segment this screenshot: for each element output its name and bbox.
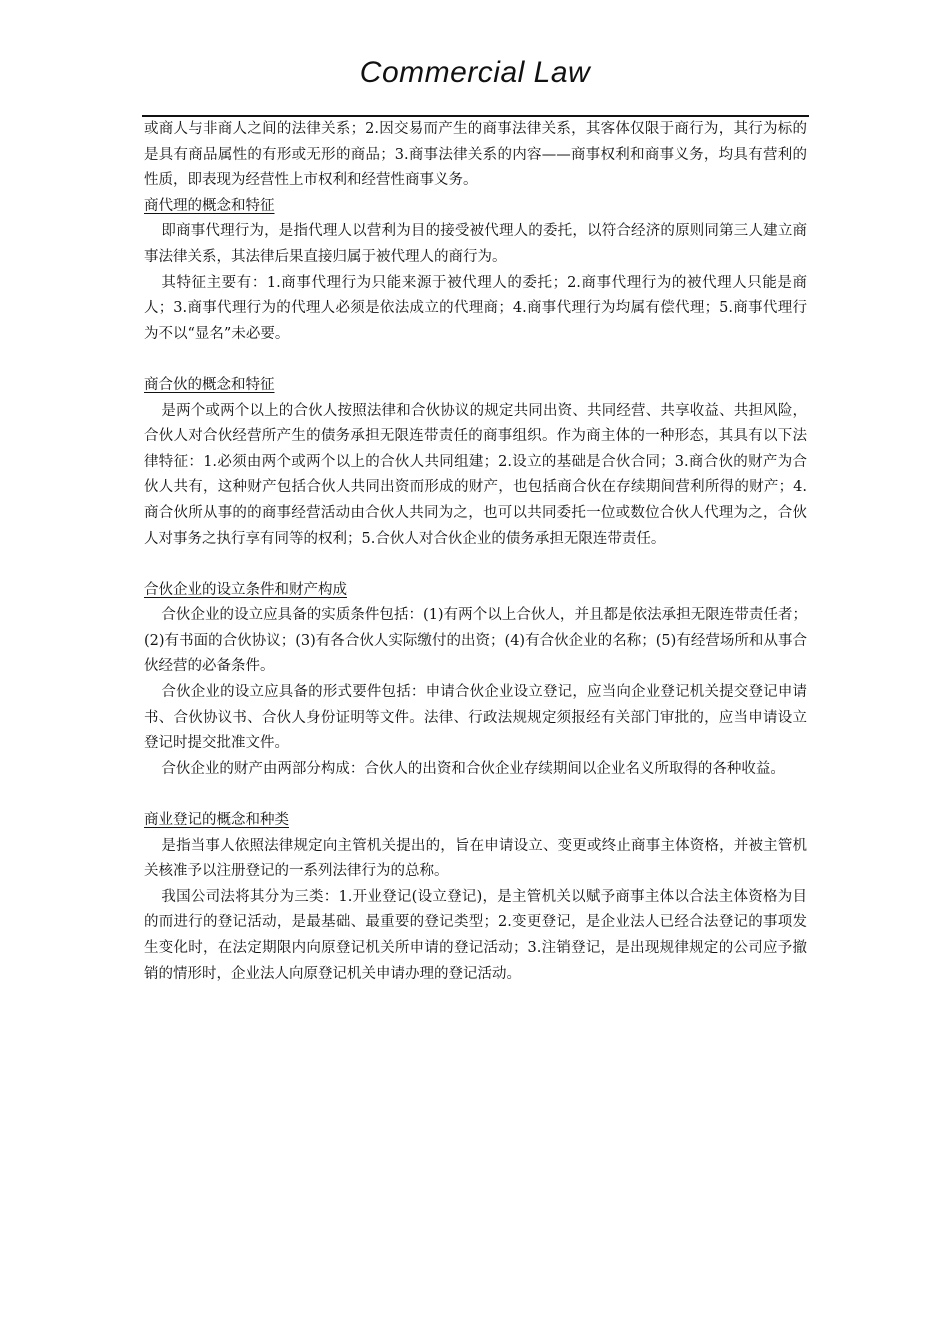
establishment-substantive-paragraph: 合伙企业的设立应具备的实质条件包括：(1)有两个以上合伙人，并且都是依法承担无限连带责任者；(2)有书面的合伙协议；(3)有各合伙人实际缴付的出资；(4)有合伙企业的名称；(5)有经营场所和从事合伙经营的必备条件。: [144, 607, 807, 675]
document-body: [144, 117, 807, 987]
section-heading-agency: 商代理的概念和特征: [144, 197, 275, 214]
page-header-title: Commercial Law: [359, 56, 591, 89]
agency-features-paragraph: 其特征主要有：1.商事代理行为只能来源于被代理人的委托；2.商事代理行为的被代理人只能是商人；3.商事代理行为的代理人必须是依法成立的代理商；4.商事代理行为均属有偿代理；5.商事代理行为不以“显名”未必要。: [144, 274, 807, 342]
section-spacer: [144, 782, 807, 808]
intro-paragraph: 或商人与非商人之间的法律关系；2.因交易而产生的商事法律关系，其客体仅限于商行为，其行为标的是具有商品属性的有形或无形的商品；3.商事法律关系的内容——商事权利和商事义务，均具有营利的性质，即表现为经营性上市权利和经营性商事义务。: [144, 121, 807, 189]
partnership-paragraph: 是两个或两个以上的合伙人按照法律和合伙协议的规定共同出资、共同经营、共享收益、共担风险，合伙人对合伙经营所产生的债务承担无限连带责任的商事组织。作为商主体的一种形态，其具有以下法律特征：1.必须由两个或两个以上的合伙人共同组建；2.设立的基础是合伙合同；3.商合伙的财产为合伙人共有，这种财产包括合伙人共同出资而形成的财产，也包括商合伙在存续期间营利所得的财产；4.商合伙所从事的的商事经营活动由合伙人共同为之，也可以共同委托一位或数位合伙人代理为之，合伙人对事务之执行享有同等的权利；5.合伙人对合伙企业的债务承担无限连带责任。: [144, 402, 807, 547]
registration-definition-paragraph: 是指当事人依照法律规定向主管机关提出的，旨在申请设立、变更或终止商事主体资格，并被主管机关核准予以注册登记的一系列法律行为的总称。: [144, 837, 807, 880]
establishment-property-paragraph: 合伙企业的财产由两部分构成：合伙人的出资和合伙企业存续期间以企业名义所取得的各种收益。: [161, 760, 785, 777]
establishment-formal-paragraph: 合伙企业的设立应具备的形式要件包括：申请合伙企业设立登记，应当向企业登记机关提交登记申请书、合伙协议书、合伙人身份证明等文件。法律、行政法规规定须报经有关部门审批的，应当申请设立登记时提交批准文件。: [144, 684, 807, 752]
section-heading-establishment: 合伙企业的设立条件和财产构成: [144, 581, 347, 598]
section-heading-partnership: 商合伙的概念和特征: [144, 376, 275, 393]
section-heading-registration: 商业登记的概念和种类: [144, 812, 289, 829]
section-spacer: [144, 552, 807, 578]
agency-definition-paragraph: 即商事代理行为，是指代理人以营利为目的接受被代理人的委托，以符合经济的原则同第三人建立商事法律关系，其法律后果直接归属于被代理人的商行为。: [144, 223, 807, 265]
section-spacer: [144, 347, 807, 373]
registration-types-paragraph: 我国公司法将其分为三类：1.开业登记(设立登记)，是主管机关以赋予商事主体以合法主体资格为目的而进行的登记活动，是最基础、最重要的登记类型；2.变更登记，是企业法人已经合法登记的事项发生变化时，在法定期限内向原登记机关所申请的登记活动；3.注销登记，是出现规律规定的公司应予撤销的情形时，企业法人向原登记机关申请办理的登记活动。: [144, 888, 807, 982]
